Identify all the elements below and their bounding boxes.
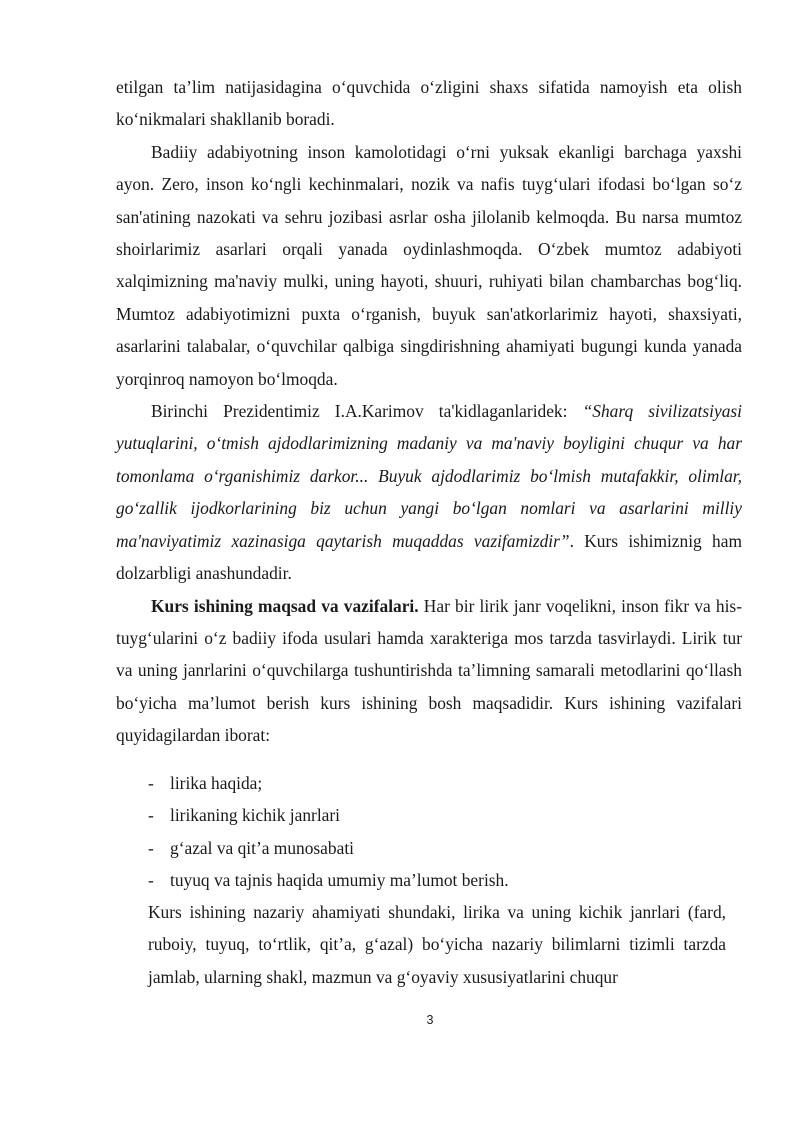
list-item [148, 832, 748, 864]
list-item-text: lirika haqida; [170, 773, 263, 793]
list-item [148, 767, 748, 799]
list-item-text: g‘azal va qit’a munosabati [170, 837, 354, 858]
paragraph-continuation: etilgan ta’lim natijasidagina o‘quvchida o‘zligini shaxs sifatida namoyish eta olish ko‘nikmalari shakllanib boradi. [116, 77, 742, 130]
paragraph-theoretical-significance: Kurs ishining nazariy ahamiyati shundaki, lirika va uning kichik janrlari (fard, ruboiy, tuyuq, to‘rtlik, qit’a, g‘azal) bo‘yicha nazariy bilimlarni tizimli tarzda jamlab, ularning shakl, mazmun va g‘oyaviy xususiyatlarini chuqur [148, 902, 726, 987]
list-item-text: lirikaning kichik janrlari [170, 805, 340, 826]
quote-conclusion: . Kurs ishimiznig ham dolzarbligi anashundadir. [116, 530, 742, 584]
section-heading: Kurs ishining maqsad va vazifalari. [151, 595, 419, 616]
quote-text: “Sharq sivilizatsiyasi yutuqlarini, o‘tmish ajdodlarimizning madaniy va ma'naviy boyligini chuqur va har tomonlama o‘rganishimiz darkor... Buyuk ajdodlarimiz bo‘lmish mutafakkir, olimlar, go‘zallik ijodkorlarining biz uchun yangi bo‘lgan nomlari va asarlarini milliy ma'naviyatimiz xazinasiga qaytarish muqaddas vazifamizdir” [116, 401, 742, 551]
paragraph-president-quote [116, 395, 742, 589]
list-marker: - [148, 773, 154, 793]
list-marker: - [148, 805, 154, 826]
tasks-list [148, 767, 748, 897]
quote-intro: Birinchi Prezidentimiz I.A.Karimov ta'kidlaganlaridek: [151, 401, 583, 422]
list-marker: - [148, 837, 154, 858]
paragraph-goals [116, 590, 742, 752]
goals-text: Har bir lirik janr voqelikni, inson fikr va his-tuyg‘ularini o‘z badiiy ifoda usulari hamda xarakteriga mos tarzda tasvirlaydi. Lirik tur va uning janrlarini o‘quvchilarga tushuntirishda ta’limning samarali metodlarini qo‘llash bo‘yicha ma’lumot berish kurs ishining bosh maqsadidir. Kurs ishining vazifalari quyidagilardan iborat: [116, 595, 742, 746]
paragraph-literature-importance: Badiiy adabiyotning inson kamolotidagi o‘rni yuksak ekanligi barchaga yaxshi ayon. Zero, inson ko‘ngli kechinmalari, nozik va nafis tuyg‘ulari ifodasi bo‘lgan so‘z san'atining nazokati va sehru jozibasi asrlar osha jilolanib kelmoqda. Bu narsa mumtoz shoirlarimiz asarlari orqali yanada oydinlashmoqda. O‘zbek mumtoz adabiyoti xalqimizning ma'naviy mulki, uning hayoti, shuuri, ruhiyati bilan chambarchas bog‘liq. Mumtoz adabiyotimizni puxta o‘rganish, buyuk san'atkorlarimiz hayoti, shaxsiyati, asarlarini talabalar, o‘quvchilar qalbiga singdirishning ahamiyati bugungi kunda yanada yorqinroq namoyon bo‘lmoqda. [116, 141, 742, 389]
list-item [148, 799, 748, 831]
page-number: 3 [426, 1013, 434, 1027]
list-marker: - [148, 870, 154, 891]
list-item [148, 864, 748, 896]
body-text [116, 71, 742, 752]
list-item-text: tuyuq va tajnis haqida umumiy ma’lumot berish. [170, 870, 509, 891]
